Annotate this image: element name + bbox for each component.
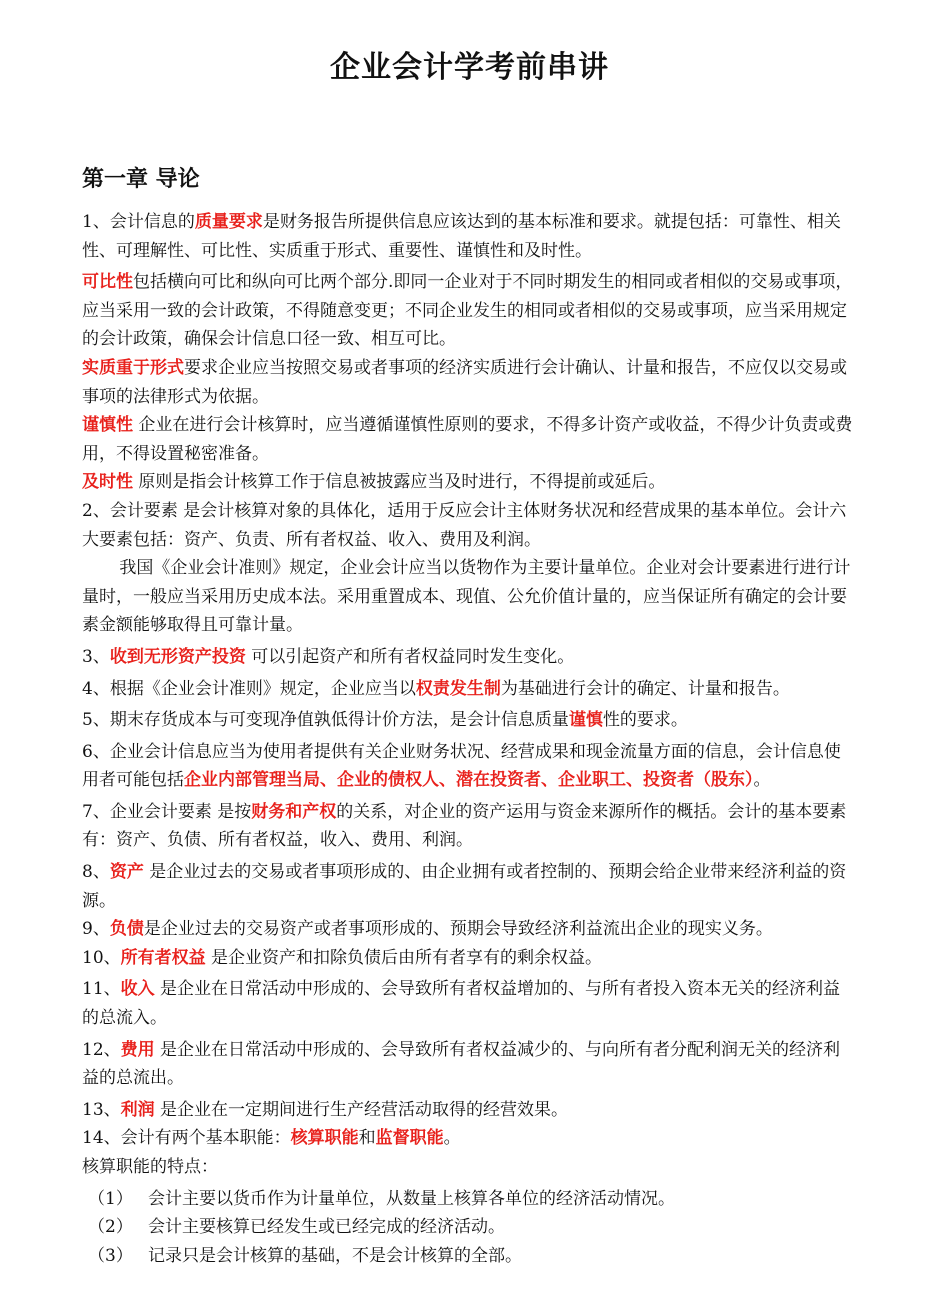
paragraph-13: 13、利润 是企业在一定期间进行生产经营活动取得的经营效果。 — [82, 1099, 569, 1120]
paragraph-3: 3、收到无形资产投资 可以引起资产和所有者权益同时发生变化。 — [82, 646, 575, 667]
keyword: 企业内部管理当局、企业的债权人、潜在投资者、企业职工、投资者（股东） — [184, 770, 754, 791]
keyword: 负债 — [109, 919, 144, 940]
paragraph-9: 9、负债是企业过去的交易资产或者事项形成的、预期会导致经济利益流出企业的现实义务。 — [82, 919, 773, 940]
paragraph-prudence: 谨慎性 企业在进行会计核算时，应当遵循谨慎性原则的要求，不得多计资产或收益，不得少计负责或费用，不得设置秘密准备。 — [82, 415, 853, 464]
paragraph-core-features: 核算职能的特点： — [82, 1157, 218, 1177]
paragraph-1: 1、会计信息的质量要求是财务报告所提供信息应该达到的基本标准和要求。就提包括：可靠性、相关性、可理解性、可比性、实质重于形式、重要性、谨慎性和及时性。 — [82, 212, 841, 261]
keyword: 费用 — [120, 1039, 155, 1060]
keyword: 实质重于形式 — [82, 357, 184, 378]
document-body — [82, 208, 857, 1270]
chapter-heading: 第一章 导论 — [82, 167, 200, 192]
keyword: 可比性 — [82, 272, 133, 293]
paragraph-7: 7、企业会计要素 是按财务和产权的关系，对企业的资产运用与资金来源所作的概括。会计的基本要素有：资产、负债、所有者权益，收入、费用、利润。 — [82, 801, 847, 851]
keyword: 收入 — [120, 979, 155, 1000]
paragraph-10: 10、所有者权益 是企业资产和扣除负债后由所有者享有的剩余权益。 — [82, 947, 603, 968]
keyword: 及时性 — [82, 472, 133, 493]
paragraph-14: 14、会计有两个基本职能：核算职能和监督职能。 — [82, 1128, 461, 1149]
paragraph-4: 4、根据《企业会计准则》规定，企业应当以权责发生制为基础进行会计的确定、计量和报告。 — [82, 678, 790, 699]
keyword: 权责发生制 — [415, 678, 501, 699]
paragraph-8: 8、资产 是企业过去的交易或者事项形成的、由企业拥有或者控制的、预期会给企业带来经济利益的资源。 — [82, 862, 847, 911]
paragraph-standards: 我国《企业会计准则》规定，企业会计应当以货物作为主要计量单位。企业对会计要素进行进行计量时，一般应当采用历史成本法。采用重置成本、现值、公允价值计量的，应当保证所有确定的会计要素金额能够取得且可靠计量。 — [82, 558, 851, 636]
paragraph-5: 5、期末存货成本与可变现净值孰低得计价方法，是会计信息质量谨慎性的要求。 — [82, 710, 688, 731]
keyword: 利润 — [120, 1099, 155, 1120]
paragraph-11: 11、收入 是企业在日常活动中形成的、会导致所有者权益增加的、与所有者投入资本无关的经济利益的总流入。 — [82, 979, 841, 1029]
paragraph-substance: 实质重于形式要求企业应当按照交易或者事项的经济实质进行会计确认、计量和报告，不应仅以交易或事项的法律形式为依据。 — [82, 357, 847, 407]
list-item: （2） 会计主要核算已经发生或已经完成的经济活动。 — [88, 1217, 505, 1238]
document-title: 企业会计学考前串讲 — [330, 50, 609, 85]
keyword: 质量要求 — [194, 212, 263, 232]
paragraph-timeliness: 及时性 原则是指会计核算工作于信息被披露应当及时进行，不得提前或延后。 — [82, 472, 666, 493]
keyword: 核算职能 — [290, 1128, 359, 1149]
keyword: 资产 — [109, 862, 144, 883]
paragraph-2: 2、会计要素 是会计核算对象的具体化，适用于反应会计主体财务状况和经营成果的基本单位。会计六大要素包括：资产、负责、所有者权益、收入、费用及利润。 — [82, 500, 847, 550]
keyword: 监督职能 — [375, 1128, 444, 1149]
keyword: 所有者权益 — [120, 947, 206, 968]
paragraph-12: 12、费用 是企业在日常活动中形成的、会导致所有者权益减少的、与向所有者分配利润无关的经济利益的总流出。 — [82, 1039, 841, 1089]
keyword: 财务和产权 — [251, 801, 337, 822]
paragraph-comparability: 可比性包括横向可比和纵向可比两个部分.即同一企业对于不同时期发生的相同或者相似的交易或事项，应当采用一致的会计政策，不得随意变更；不同企业发生的相同或者相似的交易或事项，应当采用规定的会计政策，确保会计信息口径一致、相互可比。 — [82, 272, 853, 350]
keyword: 收到无形资产投资 — [109, 646, 246, 667]
list-item: （3） 记录只是会计核算的基础，不是会计核算的全部。 — [88, 1245, 522, 1266]
keyword: 谨慎性 — [82, 415, 133, 436]
list-item: （1） 会计主要以货币作为计量单位，从数量上核算各单位的经济活动情况。 — [88, 1188, 675, 1209]
keyword: 谨慎 — [568, 710, 603, 731]
paragraph-6: 6、企业会计信息应当为使用者提供有关企业财务状况、经营成果和现金流量方面的信息，会计信息使用者可能包括企业内部管理当局、企业的债权人、潜在投资者、企业职工、投资者（股东）。 — [82, 741, 841, 791]
